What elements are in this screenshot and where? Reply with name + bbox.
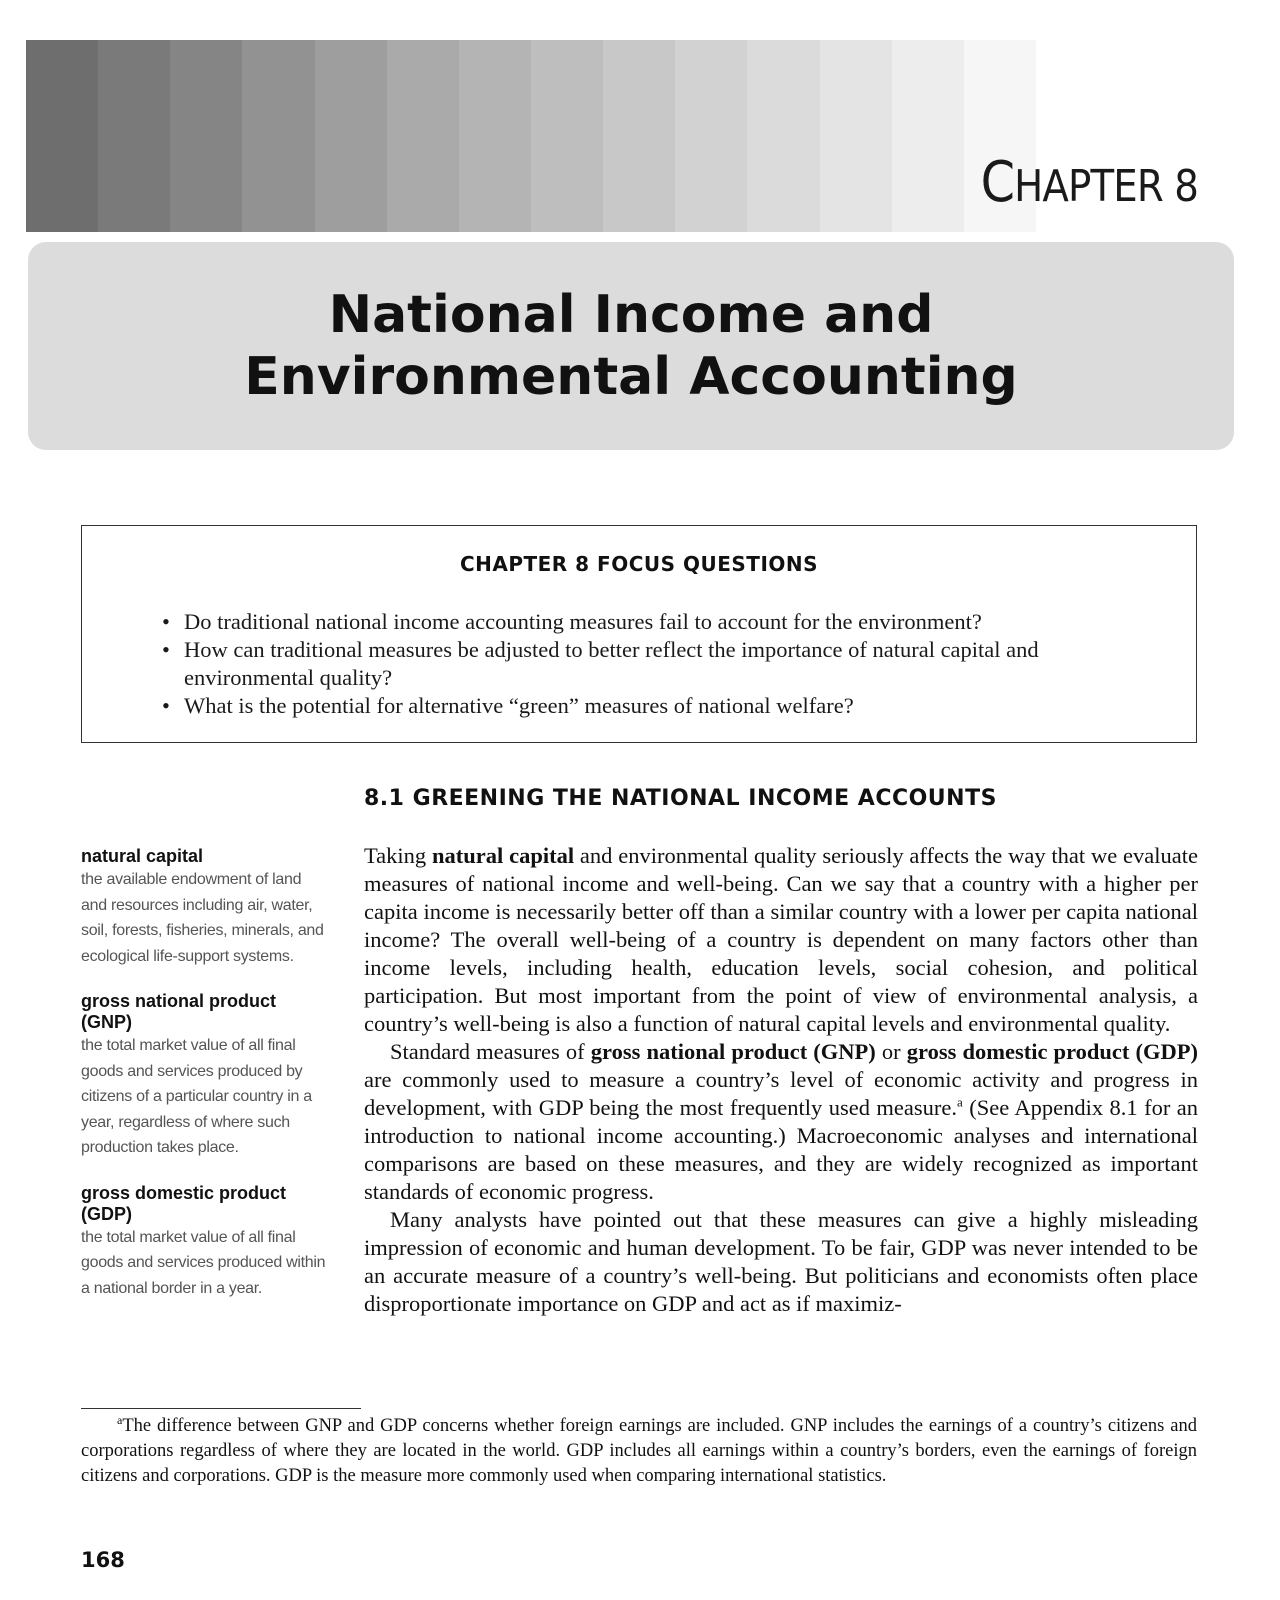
page-number: 168 <box>81 1548 125 1572</box>
chapter-label <box>981 150 1198 215</box>
section-heading: 8.1 GREENING THE NATIONAL INCOME ACCOUNTS <box>364 786 997 811</box>
header-band-segment <box>170 40 242 232</box>
body-text-run: are commonly used to measure a country’s level of economic activity and progress in development, with GDP being the most frequently used measure. <box>364 1067 1198 1120</box>
body-paragraph-3: Many analysts have pointed out that these measures can give a highly misleading impression of economic and human development. To be fair, GDP was never intended to be an accurate measure of a country’s well-being. But politicians and economists often place disproportionate importance on GDP and act as if maximiz- <box>364 1207 1198 1316</box>
key-term-natural-capital: natural capital <box>432 843 575 868</box>
header-band-segment <box>315 40 387 232</box>
body-paragraph-1 <box>364 842 1198 1038</box>
header-band-segment <box>387 40 459 232</box>
glossary-definition: the available endowment of land and resources including air, water, soil, forests, fisheries, minerals, and ecological life-support systems. <box>81 871 324 965</box>
glossary-entry <box>81 991 331 1161</box>
focus-question: • How can traditional measures be adjusted to better reflect the importance of natural capital and environmental quality? <box>162 636 1170 692</box>
focus-questions-heading: CHAPTER 8 FOCUS QUESTIONS <box>459 552 819 576</box>
header-band-segment <box>98 40 170 232</box>
footnote-rule <box>81 1408 361 1409</box>
chapter-header-band <box>26 40 1036 232</box>
header-band-segment <box>603 40 675 232</box>
body-text-run: Taking <box>364 843 432 868</box>
chapter-title-line-2: Environmental Accounting <box>244 347 1018 407</box>
chapter-title <box>244 284 1018 408</box>
glossary-definition: the total market value of all final goods and services produced within a national border in a year. <box>81 1228 326 1297</box>
body-paragraph-2 <box>364 1038 1198 1206</box>
header-band-segment <box>820 40 892 232</box>
header-band-segment <box>531 40 603 232</box>
header-band-segment <box>459 40 531 232</box>
focus-question: • What is the potential for alternative “green” measures of national welfare? <box>162 692 1170 720</box>
focus-questions-list <box>162 608 1170 720</box>
glossary-entry <box>81 846 331 969</box>
key-term-gnp: gross national product (GNP) <box>590 1039 876 1064</box>
focus-questions-box <box>81 525 1197 743</box>
glossary-term: gross national product (GNP) <box>81 991 277 1032</box>
header-band-segment <box>892 40 964 232</box>
key-term-gdp: gross domestic product (GDP) <box>906 1039 1198 1064</box>
header-band-segment <box>747 40 819 232</box>
glossary-term: natural capital <box>81 846 204 866</box>
glossary-definition: the total market value of all final goods and services produced by citizens of a particular country in a year, regardless of where such production takes place. <box>81 1037 312 1156</box>
header-band-segment <box>26 40 98 232</box>
chapter-label-rest: HAPTER 8 <box>1014 161 1198 212</box>
header-band-segment <box>675 40 747 232</box>
focus-question: • Do traditional national income accounting measures fail to account for the environment? <box>162 608 1170 636</box>
glossary-sidebar <box>81 846 331 1323</box>
footnote <box>81 1414 1197 1489</box>
chapter-title-box <box>28 242 1234 450</box>
body-text-run: (See Appendix 8.1 for an introduction to national income accounting.) Macroeconomic analyses and international comparisons are based on these measures, and they are widely recognized as important standards of economic progress. <box>364 1095 1198 1204</box>
glossary-term: gross domestic product (GDP) <box>81 1182 287 1224</box>
header-band-segment <box>242 40 314 232</box>
footnote-reference: a <box>956 1094 963 1110</box>
chapter-title-line-1: National Income and <box>328 285 934 345</box>
body-text-run: and environmental quality seriously affects the way that we evaluate measures of national income and well-being. Can we say that a country with a higher per capita income is necessarily better off than a similar country with a lower per capita national income? The overall well-being of a country is dependent on many factors other than income levels, including health, education levels, social cohesion, and political participation. But most important from the point of view of environmental analysis, a country’s well-being is also a function of natural capital levels and environmental quality. <box>364 843 1198 1036</box>
body-text-run: or <box>875 1039 907 1064</box>
footnote-text: The difference between GNP and GDP concerns whether foreign earnings are included. GNP includes the earnings of a country’s citizens and corporations regardless of where they are located in the world. GDP includes all earnings within a country’s borders, even the earnings of foreign citizens and corporations. GDP is the measure more commonly used when comparing international statistics. <box>81 1416 1197 1486</box>
chapter-label-initial: C <box>980 150 1015 215</box>
footnote-marker: a <box>117 1412 123 1427</box>
body-text <box>364 842 1198 1318</box>
glossary-entry <box>81 1183 331 1302</box>
body-text-run: Standard measures of <box>390 1039 591 1064</box>
